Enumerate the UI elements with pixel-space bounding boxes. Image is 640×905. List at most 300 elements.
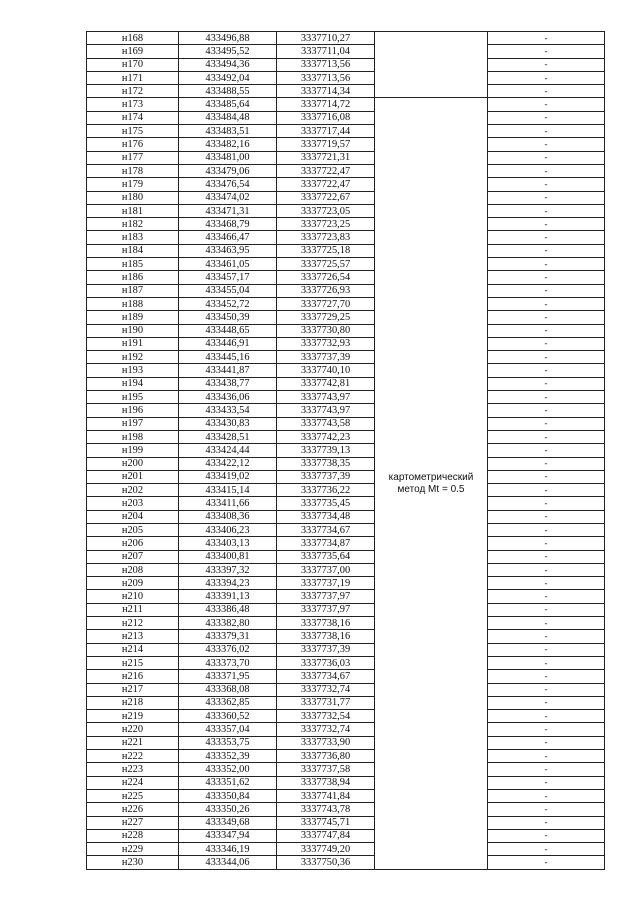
x-coordinate-cell: 433468,79 [179, 218, 277, 231]
point-name-cell: н224 [87, 776, 179, 789]
table-row [87, 98, 605, 111]
table-row [87, 45, 605, 58]
description-cell: - [488, 125, 605, 138]
description-cell: - [488, 670, 605, 683]
x-coordinate-cell: 433496,88 [179, 32, 277, 45]
point-name-cell: н221 [87, 736, 179, 749]
y-coordinate-cell: 3337721,31 [277, 151, 375, 164]
point-name-cell: н196 [87, 404, 179, 417]
point-name-cell: н189 [87, 311, 179, 324]
x-coordinate-cell: 433397,32 [179, 563, 277, 576]
table-row [87, 271, 605, 284]
table-row [87, 178, 605, 191]
description-cell: - [488, 444, 605, 457]
x-coordinate-cell: 433344,06 [179, 856, 277, 869]
x-coordinate-cell: 433438,77 [179, 377, 277, 390]
y-coordinate-cell: 3337726,54 [277, 271, 375, 284]
table-row [87, 85, 605, 98]
y-coordinate-cell: 3337711,04 [277, 45, 375, 58]
x-coordinate-cell: 433457,17 [179, 271, 277, 284]
description-cell: - [488, 231, 605, 244]
y-coordinate-cell: 3337723,05 [277, 204, 375, 217]
table-row [87, 617, 605, 630]
x-coordinate-cell: 433394,23 [179, 577, 277, 590]
description-cell: - [488, 856, 605, 869]
point-name-cell: н219 [87, 710, 179, 723]
description-cell: - [488, 656, 605, 669]
point-name-cell: н190 [87, 324, 179, 337]
point-name-cell: н169 [87, 45, 179, 58]
point-name-cell: н186 [87, 271, 179, 284]
table-row [87, 138, 605, 151]
x-coordinate-cell: 433362,85 [179, 696, 277, 709]
point-name-cell: н199 [87, 444, 179, 457]
y-coordinate-cell: 3337722,47 [277, 164, 375, 177]
table-row [87, 577, 605, 590]
description-cell: - [488, 218, 605, 231]
y-coordinate-cell: 3337729,25 [277, 311, 375, 324]
y-coordinate-cell: 3337725,18 [277, 244, 375, 257]
x-coordinate-cell: 433371,95 [179, 670, 277, 683]
description-cell: - [488, 417, 605, 430]
description-cell: - [488, 537, 605, 550]
table-row [87, 164, 605, 177]
table-row [87, 430, 605, 443]
point-name-cell: н225 [87, 789, 179, 802]
x-coordinate-cell: 433479,06 [179, 164, 277, 177]
x-coordinate-cell: 433481,00 [179, 151, 277, 164]
y-coordinate-cell: 3337717,44 [277, 125, 375, 138]
y-coordinate-cell: 3337733,90 [277, 736, 375, 749]
x-coordinate-cell: 433408,36 [179, 510, 277, 523]
table-row [87, 364, 605, 377]
method-note-cell [375, 98, 488, 869]
y-coordinate-cell: 3337743,97 [277, 404, 375, 417]
x-coordinate-cell: 433494,36 [179, 58, 277, 71]
x-coordinate-cell: 433471,31 [179, 204, 277, 217]
table-row [87, 337, 605, 350]
point-name-cell: н214 [87, 643, 179, 656]
table-row [87, 218, 605, 231]
table-row [87, 763, 605, 776]
x-coordinate-cell: 433415,14 [179, 484, 277, 497]
x-coordinate-cell: 433488,55 [179, 85, 277, 98]
table-row [87, 444, 605, 457]
description-cell: - [488, 803, 605, 816]
x-coordinate-cell: 433349,68 [179, 816, 277, 829]
point-name-cell: н187 [87, 284, 179, 297]
y-coordinate-cell: 3337749,20 [277, 843, 375, 856]
point-name-cell: н210 [87, 590, 179, 603]
description-cell: - [488, 750, 605, 763]
description-cell: - [488, 151, 605, 164]
table-row [87, 311, 605, 324]
table-row [87, 125, 605, 138]
description-cell: - [488, 58, 605, 71]
description-cell: - [488, 271, 605, 284]
point-name-cell: н176 [87, 138, 179, 151]
table-row [87, 404, 605, 417]
description-cell: - [488, 430, 605, 443]
table-row [87, 457, 605, 470]
y-coordinate-cell: 3337713,56 [277, 71, 375, 84]
table-row [87, 590, 605, 603]
y-coordinate-cell: 3337745,71 [277, 816, 375, 829]
point-name-cell: н216 [87, 670, 179, 683]
y-coordinate-cell: 3337727,70 [277, 297, 375, 310]
x-coordinate-cell: 433351,62 [179, 776, 277, 789]
x-coordinate-cell: 433441,87 [179, 364, 277, 377]
point-name-cell: н205 [87, 523, 179, 536]
x-coordinate-cell: 433463,95 [179, 244, 277, 257]
x-coordinate-cell: 433373,70 [179, 656, 277, 669]
point-name-cell: н227 [87, 816, 179, 829]
x-coordinate-cell: 433430,83 [179, 417, 277, 430]
description-cell: - [488, 457, 605, 470]
description-cell: - [488, 364, 605, 377]
x-coordinate-cell: 433391,13 [179, 590, 277, 603]
table-row [87, 656, 605, 669]
table-row [87, 391, 605, 404]
x-coordinate-cell: 433411,66 [179, 497, 277, 510]
description-cell: - [488, 45, 605, 58]
coordinates-table-body [87, 32, 605, 870]
description-cell: - [488, 603, 605, 616]
description-cell: - [488, 763, 605, 776]
point-name-cell: н182 [87, 218, 179, 231]
y-coordinate-cell: 3337732,74 [277, 723, 375, 736]
y-coordinate-cell: 3337737,58 [277, 763, 375, 776]
x-coordinate-cell: 433350,26 [179, 803, 277, 816]
description-cell: - [488, 351, 605, 364]
table-row [87, 297, 605, 310]
point-name-cell: н192 [87, 351, 179, 364]
x-coordinate-cell: 433483,51 [179, 125, 277, 138]
x-coordinate-cell: 433376,02 [179, 643, 277, 656]
table-row [87, 523, 605, 536]
point-name-cell: н180 [87, 191, 179, 204]
y-coordinate-cell: 3337732,54 [277, 710, 375, 723]
y-coordinate-cell: 3337730,80 [277, 324, 375, 337]
table-row [87, 843, 605, 856]
x-coordinate-cell: 433445,16 [179, 351, 277, 364]
x-coordinate-cell: 433452,72 [179, 297, 277, 310]
point-name-cell: н195 [87, 391, 179, 404]
description-cell: - [488, 630, 605, 643]
description-cell: - [488, 497, 605, 510]
description-cell: - [488, 85, 605, 98]
description-cell: - [488, 816, 605, 829]
description-cell: - [488, 643, 605, 656]
point-name-cell: н173 [87, 98, 179, 111]
point-name-cell: н215 [87, 656, 179, 669]
table-row [87, 829, 605, 842]
point-name-cell: н188 [87, 297, 179, 310]
table-row [87, 537, 605, 550]
y-coordinate-cell: 3337723,25 [277, 218, 375, 231]
y-coordinate-cell: 3337738,16 [277, 630, 375, 643]
x-coordinate-cell: 433428,51 [179, 430, 277, 443]
table-row [87, 470, 605, 483]
y-coordinate-cell: 3337713,56 [277, 58, 375, 71]
y-coordinate-cell: 3337737,97 [277, 590, 375, 603]
point-name-cell: н174 [87, 111, 179, 124]
point-name-cell: н201 [87, 470, 179, 483]
table-row [87, 670, 605, 683]
point-name-cell: н228 [87, 829, 179, 842]
description-cell: - [488, 204, 605, 217]
point-name-cell: н194 [87, 377, 179, 390]
y-coordinate-cell: 3337722,67 [277, 191, 375, 204]
description-cell: - [488, 523, 605, 536]
description-cell: - [488, 191, 605, 204]
y-coordinate-cell: 3337722,47 [277, 178, 375, 191]
x-coordinate-cell: 433448,65 [179, 324, 277, 337]
table-row [87, 32, 605, 45]
description-cell: - [488, 696, 605, 709]
point-name-cell: н178 [87, 164, 179, 177]
y-coordinate-cell: 3337737,39 [277, 470, 375, 483]
table-row [87, 736, 605, 749]
description-cell: - [488, 32, 605, 45]
point-name-cell: н168 [87, 32, 179, 45]
x-coordinate-cell: 433346,19 [179, 843, 277, 856]
table-row [87, 789, 605, 802]
y-coordinate-cell: 3337716,08 [277, 111, 375, 124]
point-name-cell: н172 [87, 85, 179, 98]
table-row [87, 417, 605, 430]
table-row [87, 750, 605, 763]
y-coordinate-cell: 3337737,39 [277, 643, 375, 656]
point-name-cell: н220 [87, 723, 179, 736]
point-name-cell: н193 [87, 364, 179, 377]
description-cell: - [488, 563, 605, 576]
point-name-cell: н177 [87, 151, 179, 164]
y-coordinate-cell: 3337742,23 [277, 430, 375, 443]
point-name-cell: н171 [87, 71, 179, 84]
y-coordinate-cell: 3337737,19 [277, 577, 375, 590]
description-cell: - [488, 111, 605, 124]
y-coordinate-cell: 3337738,35 [277, 457, 375, 470]
table-row [87, 204, 605, 217]
x-coordinate-cell: 433450,39 [179, 311, 277, 324]
point-name-cell: н212 [87, 617, 179, 630]
point-name-cell: н222 [87, 750, 179, 763]
x-coordinate-cell: 433400,81 [179, 550, 277, 563]
x-coordinate-cell: 433466,47 [179, 231, 277, 244]
table-row [87, 71, 605, 84]
description-cell: - [488, 297, 605, 310]
point-name-cell: н218 [87, 696, 179, 709]
point-name-cell: н226 [87, 803, 179, 816]
y-coordinate-cell: 3337735,45 [277, 497, 375, 510]
description-cell: - [488, 138, 605, 151]
x-coordinate-cell: 433353,75 [179, 736, 277, 749]
point-name-cell: н184 [87, 244, 179, 257]
x-coordinate-cell: 433360,52 [179, 710, 277, 723]
table-row [87, 258, 605, 271]
description-cell: - [488, 550, 605, 563]
x-coordinate-cell: 433419,02 [179, 470, 277, 483]
table-row [87, 630, 605, 643]
table-row [87, 324, 605, 337]
x-coordinate-cell: 433382,80 [179, 617, 277, 630]
point-name-cell: н181 [87, 204, 179, 217]
point-name-cell: н179 [87, 178, 179, 191]
table-row [87, 231, 605, 244]
y-coordinate-cell: 3337710,27 [277, 32, 375, 45]
description-cell: - [488, 284, 605, 297]
y-coordinate-cell: 3337736,03 [277, 656, 375, 669]
point-name-cell: н200 [87, 457, 179, 470]
x-coordinate-cell: 433357,04 [179, 723, 277, 736]
table-row [87, 723, 605, 736]
y-coordinate-cell: 3337737,00 [277, 563, 375, 576]
x-coordinate-cell: 433474,02 [179, 191, 277, 204]
y-coordinate-cell: 3337714,34 [277, 85, 375, 98]
table-row [87, 497, 605, 510]
x-coordinate-cell: 433446,91 [179, 337, 277, 350]
point-name-cell: н191 [87, 337, 179, 350]
y-coordinate-cell: 3337719,57 [277, 138, 375, 151]
x-coordinate-cell: 433386,48 [179, 603, 277, 616]
x-coordinate-cell: 433495,52 [179, 45, 277, 58]
x-coordinate-cell: 433485,64 [179, 98, 277, 111]
point-name-cell: н209 [87, 577, 179, 590]
point-name-cell: н202 [87, 484, 179, 497]
description-cell: - [488, 258, 605, 271]
table-row [87, 816, 605, 829]
description-cell: - [488, 617, 605, 630]
description-cell: - [488, 324, 605, 337]
description-cell: - [488, 683, 605, 696]
y-coordinate-cell: 3337714,72 [277, 98, 375, 111]
y-coordinate-cell: 3337731,77 [277, 696, 375, 709]
description-cell: - [488, 178, 605, 191]
table-row [87, 377, 605, 390]
point-name-cell: н198 [87, 430, 179, 443]
table-row [87, 58, 605, 71]
point-name-cell: н183 [87, 231, 179, 244]
x-coordinate-cell: 433436,06 [179, 391, 277, 404]
table-row [87, 484, 605, 497]
x-coordinate-cell: 433352,00 [179, 763, 277, 776]
description-cell: - [488, 829, 605, 842]
point-name-cell: н203 [87, 497, 179, 510]
description-cell: - [488, 71, 605, 84]
point-name-cell: н175 [87, 125, 179, 138]
table-row [87, 284, 605, 297]
table-row [87, 710, 605, 723]
y-coordinate-cell: 3337750,36 [277, 856, 375, 869]
y-coordinate-cell: 3337726,93 [277, 284, 375, 297]
description-cell: - [488, 723, 605, 736]
y-coordinate-cell: 3337734,67 [277, 523, 375, 536]
point-name-cell: н197 [87, 417, 179, 430]
y-coordinate-cell: 3337734,67 [277, 670, 375, 683]
description-cell: - [488, 736, 605, 749]
x-coordinate-cell: 433406,23 [179, 523, 277, 536]
y-coordinate-cell: 3337737,39 [277, 351, 375, 364]
table-row [87, 683, 605, 696]
table-row [87, 563, 605, 576]
coordinates-table [86, 31, 605, 870]
description-cell: - [488, 510, 605, 523]
y-coordinate-cell: 3337738,94 [277, 776, 375, 789]
point-name-cell: н217 [87, 683, 179, 696]
point-name-cell: н207 [87, 550, 179, 563]
y-coordinate-cell: 3337740,10 [277, 364, 375, 377]
x-coordinate-cell: 433492,04 [179, 71, 277, 84]
point-name-cell: н229 [87, 843, 179, 856]
y-coordinate-cell: 3337736,80 [277, 750, 375, 763]
description-cell: - [488, 789, 605, 802]
description-cell: - [488, 776, 605, 789]
x-coordinate-cell: 433422,12 [179, 457, 277, 470]
point-name-cell: н223 [87, 763, 179, 776]
description-cell: - [488, 391, 605, 404]
y-coordinate-cell: 3337739,13 [277, 444, 375, 457]
table-row [87, 803, 605, 816]
table-row [87, 151, 605, 164]
x-coordinate-cell: 433347,94 [179, 829, 277, 842]
x-coordinate-cell: 433368,08 [179, 683, 277, 696]
description-cell: - [488, 244, 605, 257]
description-cell: - [488, 311, 605, 324]
point-name-cell: н170 [87, 58, 179, 71]
point-name-cell: н230 [87, 856, 179, 869]
point-name-cell: н185 [87, 258, 179, 271]
table-row [87, 244, 605, 257]
description-cell: - [488, 337, 605, 350]
table-row [87, 550, 605, 563]
y-coordinate-cell: 3337737,97 [277, 603, 375, 616]
point-name-cell: н206 [87, 537, 179, 550]
point-name-cell: н208 [87, 563, 179, 576]
x-coordinate-cell: 433352,39 [179, 750, 277, 763]
description-cell: - [488, 710, 605, 723]
x-coordinate-cell: 433424,44 [179, 444, 277, 457]
y-coordinate-cell: 3337743,78 [277, 803, 375, 816]
y-coordinate-cell: 3337732,74 [277, 683, 375, 696]
table-row [87, 603, 605, 616]
y-coordinate-cell: 3337738,16 [277, 617, 375, 630]
description-cell: - [488, 484, 605, 497]
x-coordinate-cell: 433350,84 [179, 789, 277, 802]
y-coordinate-cell: 3337734,87 [277, 537, 375, 550]
x-coordinate-cell: 433461,05 [179, 258, 277, 271]
y-coordinate-cell: 3337736,22 [277, 484, 375, 497]
description-cell: - [488, 98, 605, 111]
description-cell: - [488, 590, 605, 603]
table-row [87, 111, 605, 124]
point-name-cell: н211 [87, 603, 179, 616]
table-row [87, 696, 605, 709]
description-cell: - [488, 164, 605, 177]
x-coordinate-cell: 433482,16 [179, 138, 277, 151]
coordinates-table-sheet [86, 31, 604, 870]
y-coordinate-cell: 3337742,81 [277, 377, 375, 390]
x-coordinate-cell: 433379,31 [179, 630, 277, 643]
method-cell-empty [375, 32, 488, 98]
method-note-line2: метод Mt = 0.5 [397, 483, 465, 495]
y-coordinate-cell: 3337735,64 [277, 550, 375, 563]
table-row [87, 643, 605, 656]
description-cell: - [488, 404, 605, 417]
table-row [87, 191, 605, 204]
table-row [87, 856, 605, 869]
point-name-cell: н204 [87, 510, 179, 523]
